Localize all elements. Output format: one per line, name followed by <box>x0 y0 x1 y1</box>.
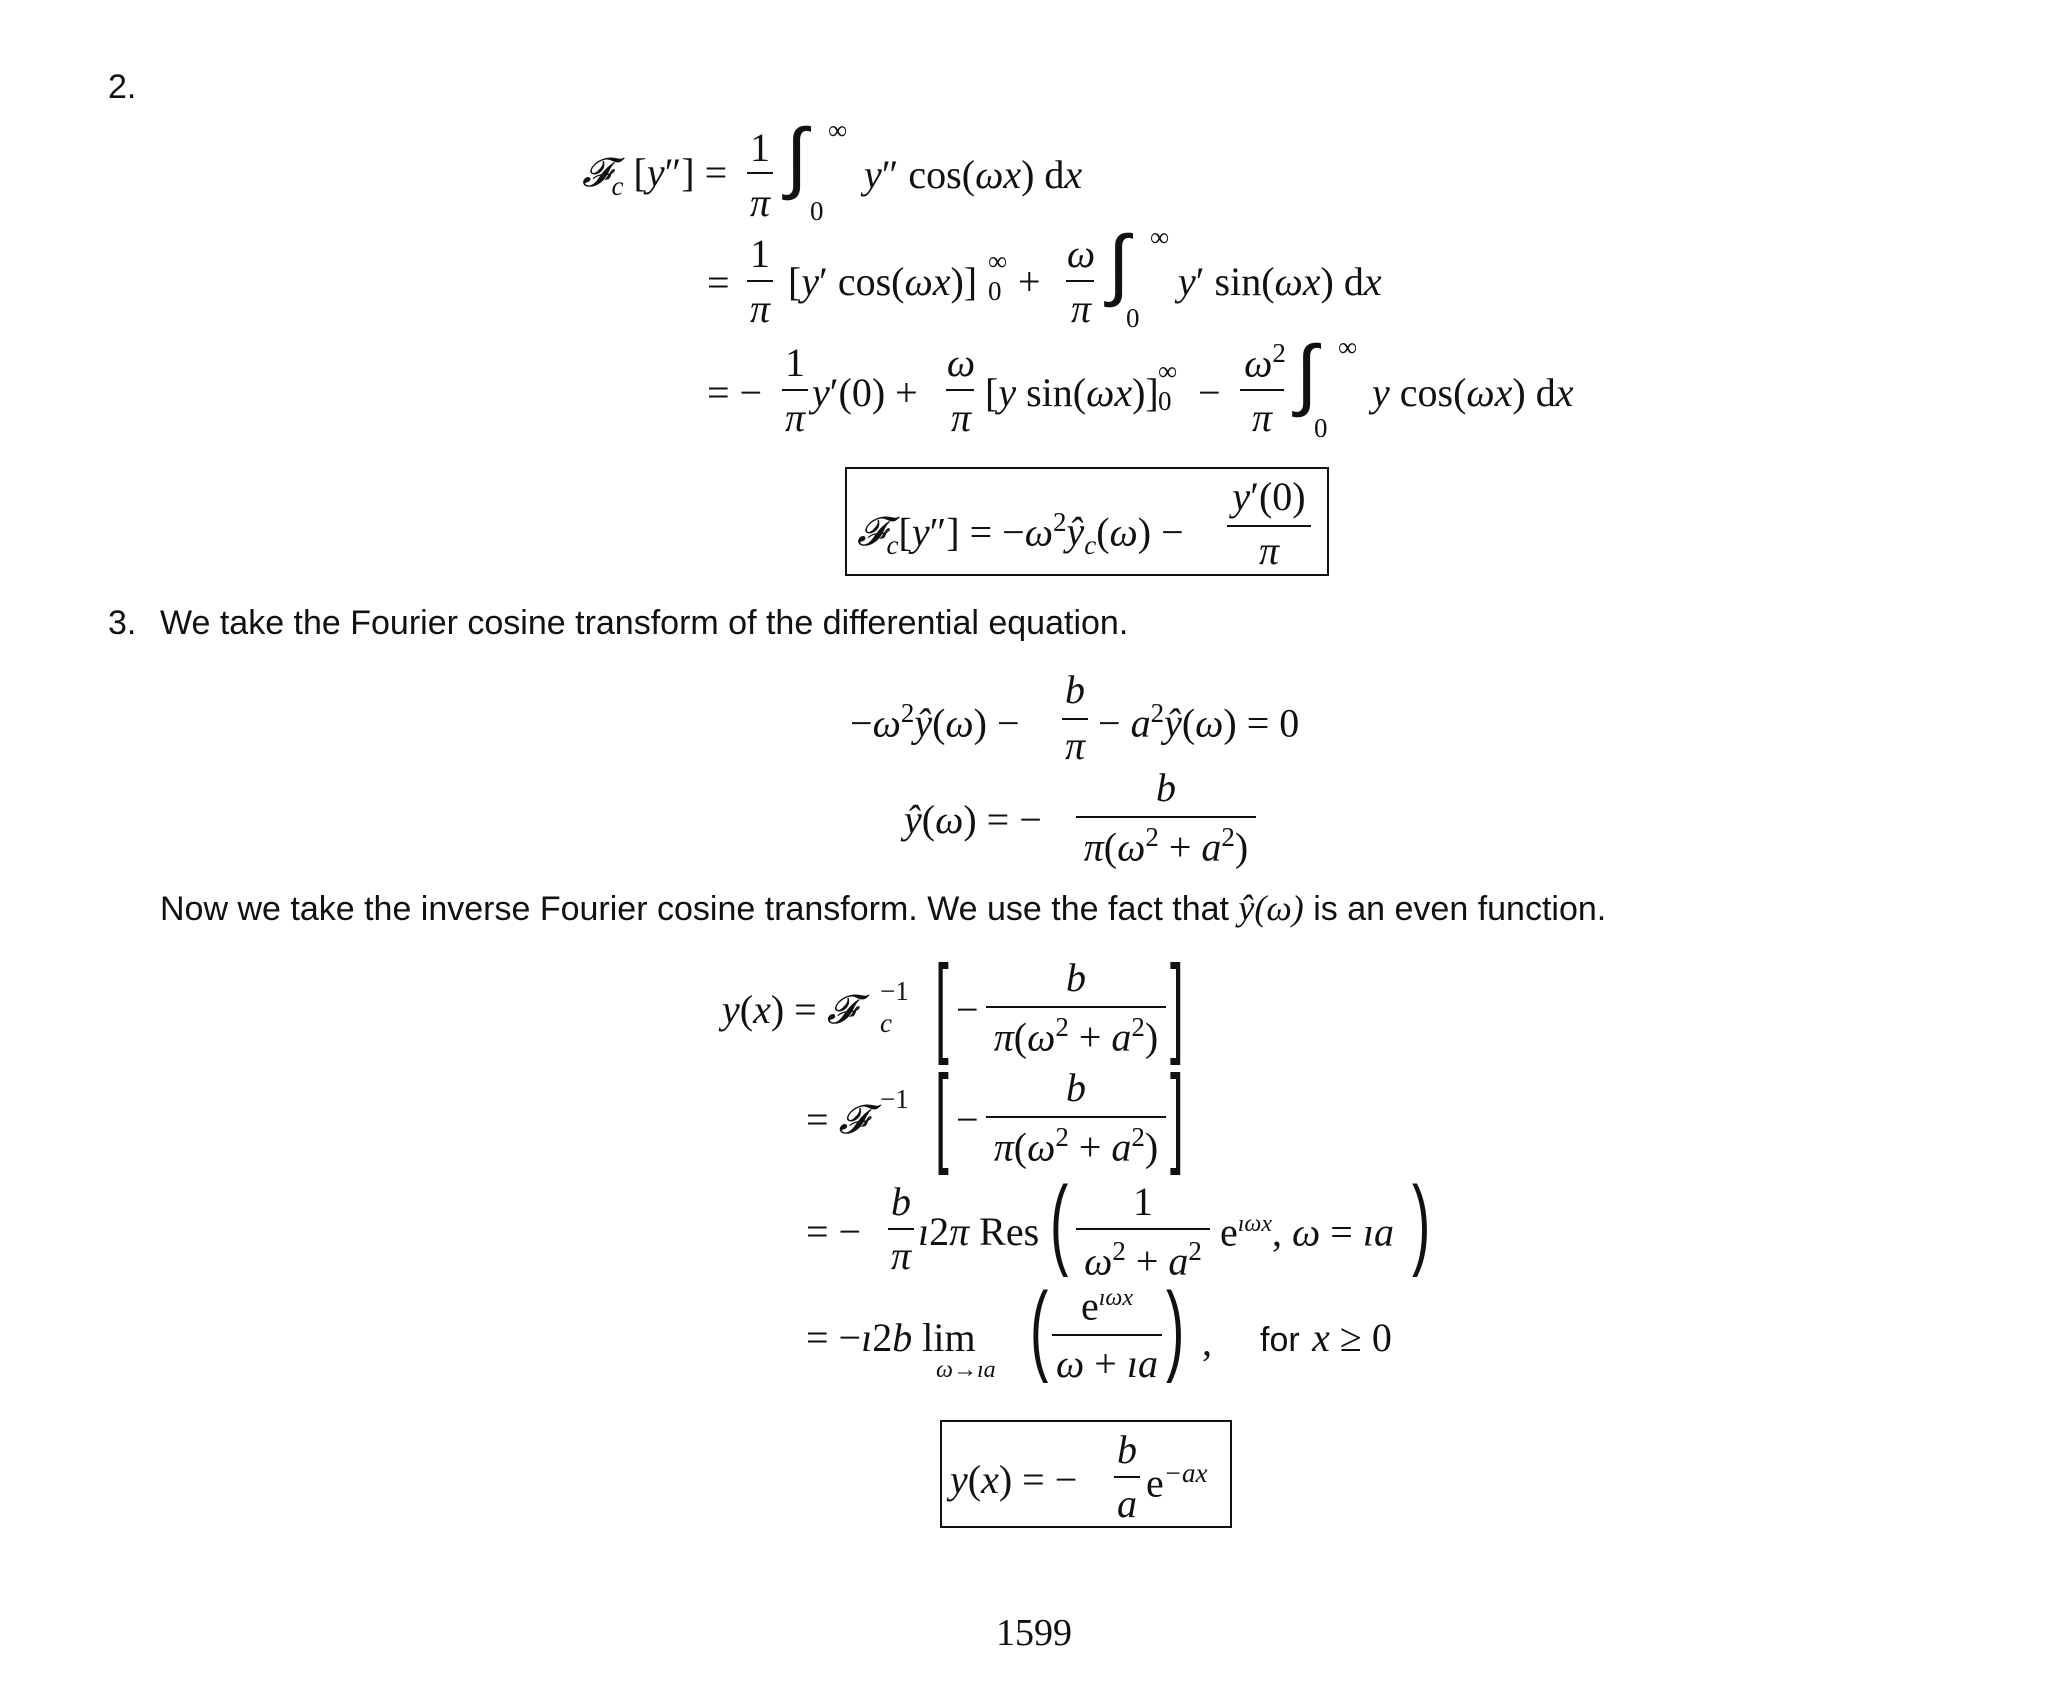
boxed-result-item-2: 𝓕$_c$[y″] = $-\omega^2ŷ_c(\omega)$ − y′(0) π <box>845 467 1329 576</box>
item-2-number: 2. <box>108 68 137 106</box>
boxed-result-item-3: y(x) = − b a $e^{-ax}$ <box>940 1420 1232 1528</box>
condition-text: for x ≥ 0 <box>1260 1315 1392 1360</box>
inverse-transform-text: Now we take the inverse Fourier cosine transform. We use the fact that ŷ(ω) is an even function. <box>160 888 1607 928</box>
item-3-intro-text: We take the Fourier cosine transform of the differential equation. <box>160 604 1129 642</box>
item-3-number: 3. <box>108 604 137 642</box>
page-number: 1599 <box>996 1612 1072 1654</box>
